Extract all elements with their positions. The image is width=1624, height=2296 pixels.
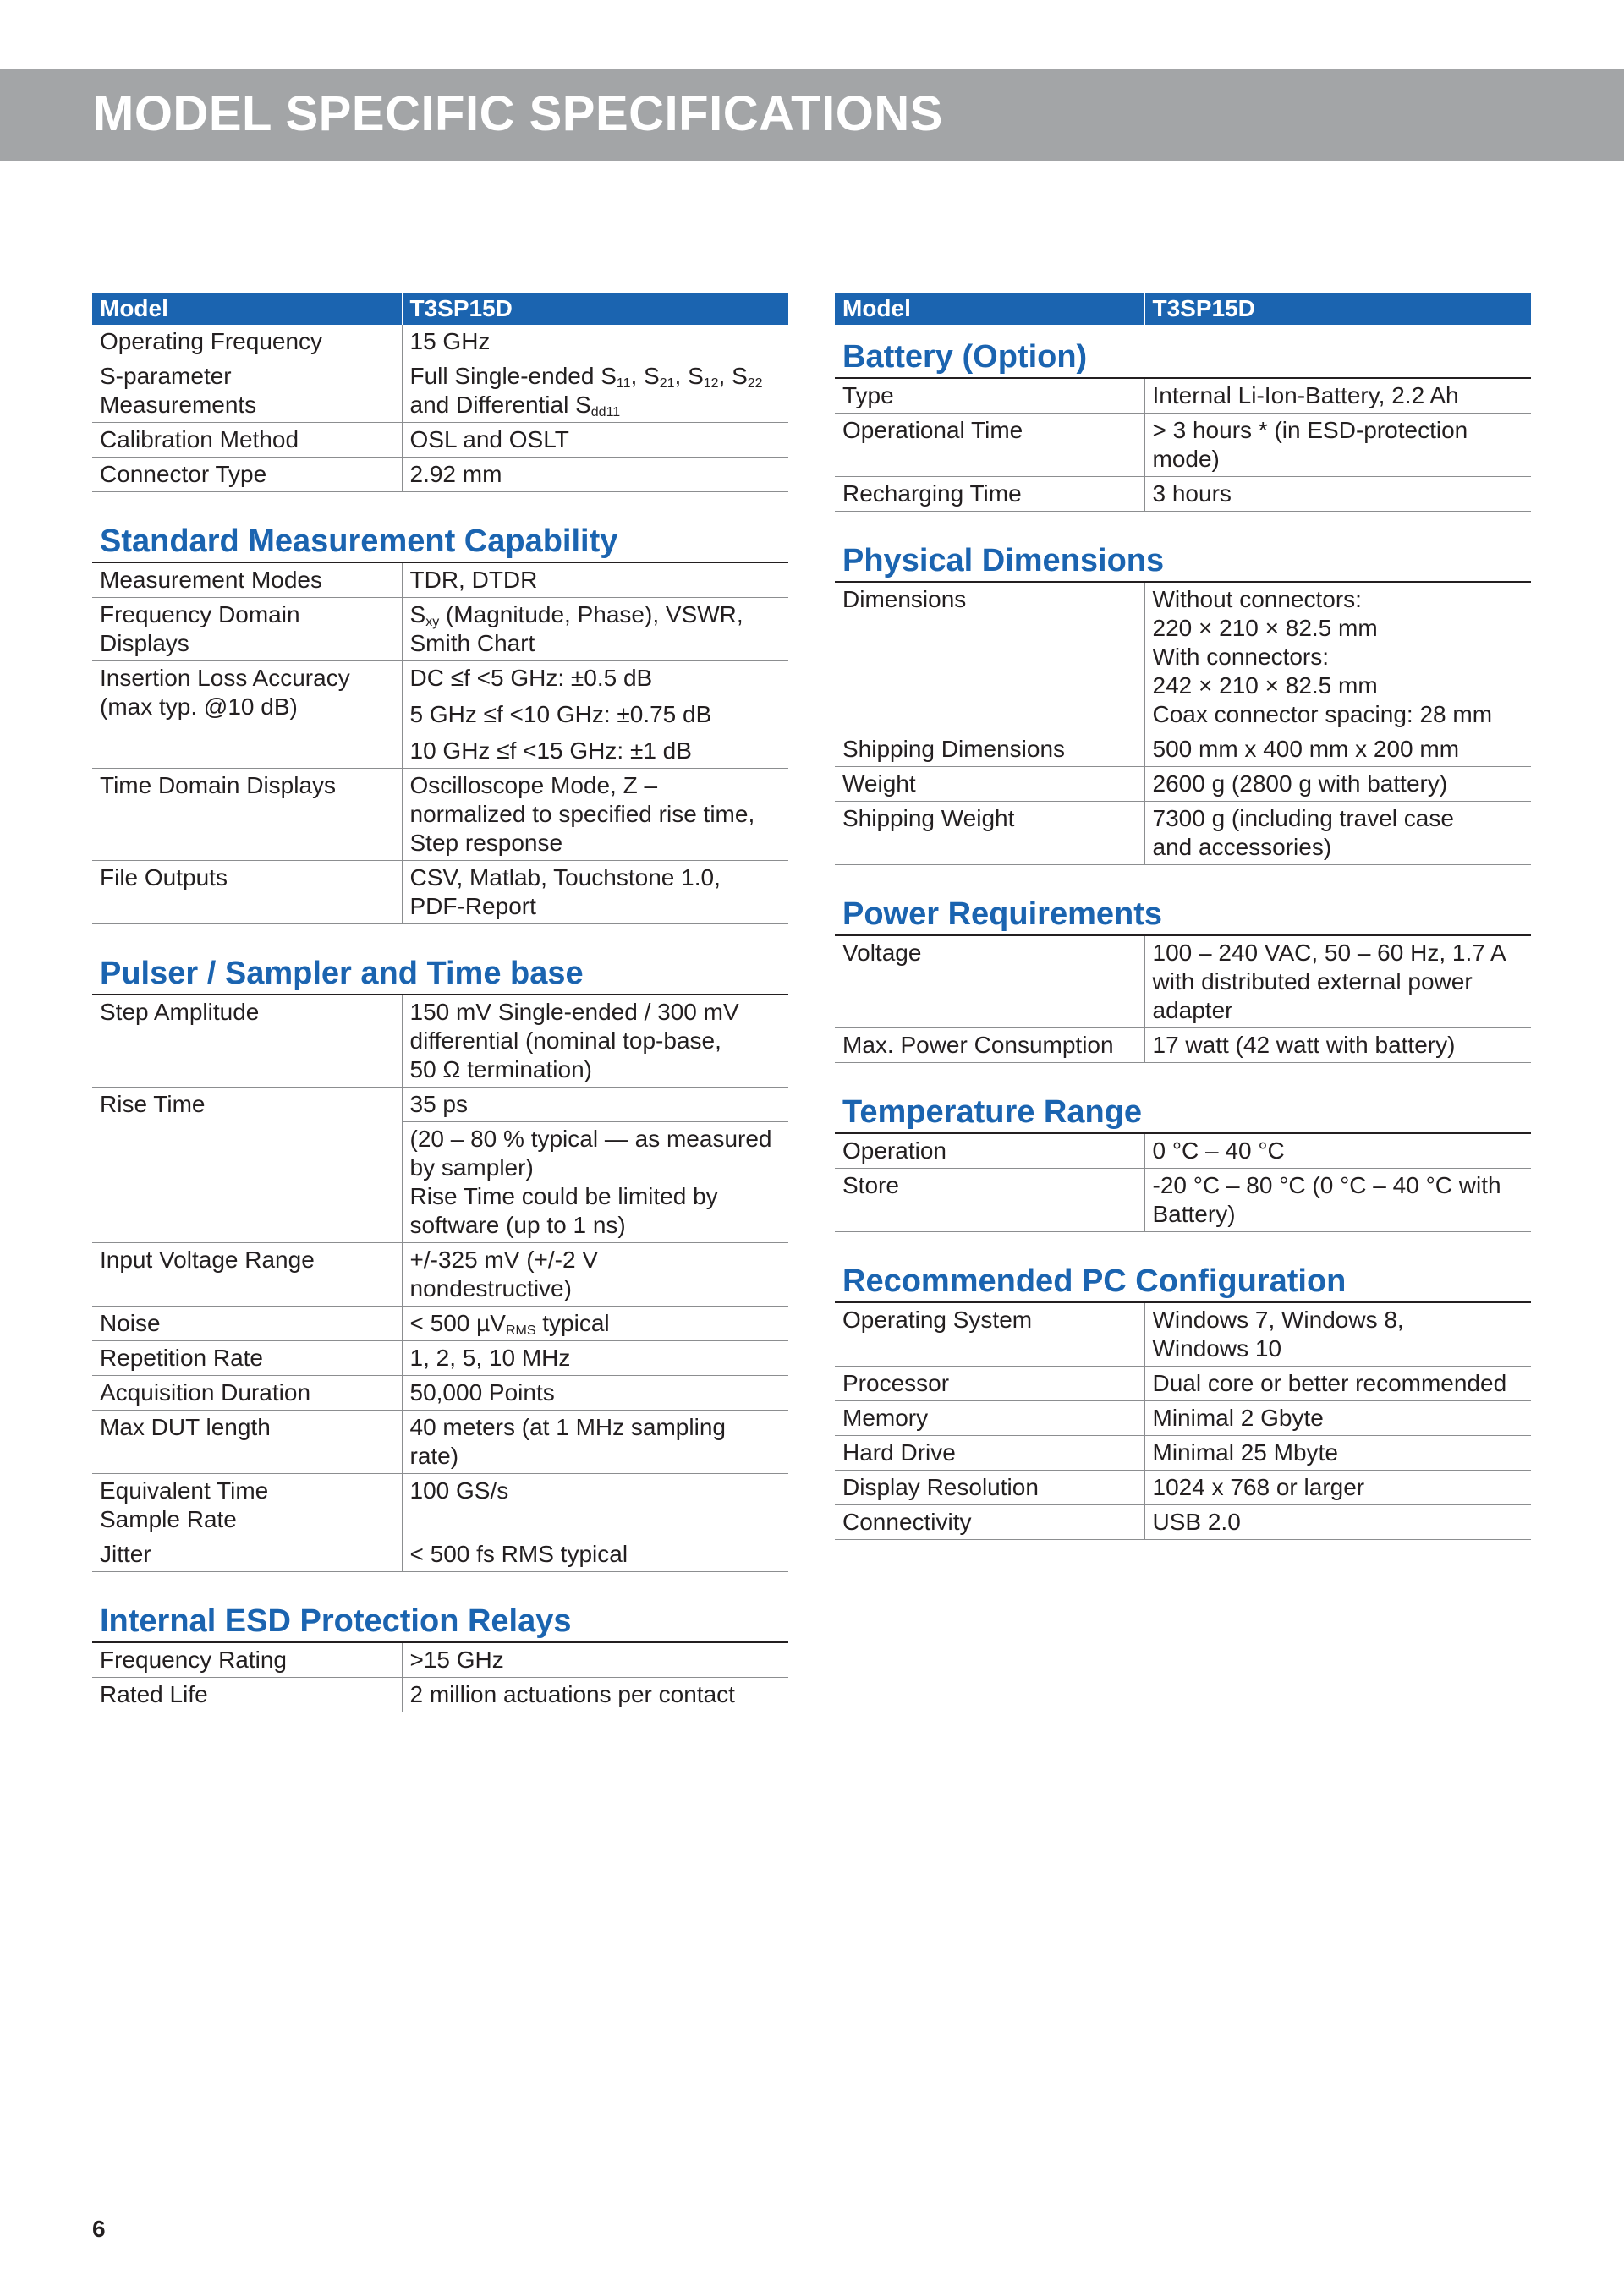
spec-value-line: nondestructive)	[409, 1275, 572, 1301]
spec-label: Input Voltage Range	[92, 1243, 402, 1307]
model-table-right	[835, 293, 1531, 325]
spec-row	[92, 598, 788, 661]
spec-value: 17 watt (42 watt with battery)	[1144, 1028, 1531, 1063]
spec-label-line: Insertion Loss Accuracy	[100, 665, 350, 691]
spec-value: < 500 fs RMS typical	[402, 1537, 788, 1572]
spec-row	[92, 861, 788, 924]
spec-row	[92, 359, 788, 423]
spec-value	[402, 1243, 788, 1307]
spec-value: USB 2.0	[1144, 1505, 1531, 1540]
spec-row	[835, 1169, 1531, 1232]
spec-label: Time Domain Displays	[92, 769, 402, 861]
spec-value-line: differential (nominal top-base,	[409, 1027, 721, 1054]
spec-value: 2 million actuations per contact	[402, 1678, 788, 1712]
spec-value: TDR, DTDR	[402, 562, 788, 598]
model-header-row	[92, 293, 788, 325]
spec-row	[835, 1028, 1531, 1063]
spec-value-line: rate)	[409, 1443, 459, 1469]
spec-row	[92, 1411, 788, 1474]
spec-value: >15 GHz	[402, 1642, 788, 1678]
spec-row	[92, 661, 788, 699]
section-title-esd: Internal ESD Protection Relays	[100, 1603, 572, 1639]
spec-value	[1144, 802, 1531, 865]
spec-value: Dual core or better recommended	[1144, 1367, 1531, 1401]
spec-label: Acquisition Duration	[92, 1376, 402, 1411]
spec-row	[835, 732, 1531, 767]
spec-row	[92, 1307, 788, 1341]
model-header-value: T3SP15D	[402, 293, 788, 325]
spec-label-line: Equivalent Time	[100, 1477, 269, 1504]
spec-value-line: 150 mV Single-ended / 300 mV	[409, 999, 739, 1025]
spec-value: Internal Li-Ion-Battery, 2.2 Ah	[1144, 378, 1531, 414]
spec-value: 2.92 mm	[402, 458, 788, 492]
spec-label: Type	[835, 378, 1144, 414]
spec-value-line: +/-325 mV (+/-2 V	[409, 1247, 599, 1273]
spec-label: Max. Power Consumption	[835, 1028, 1144, 1063]
spec-value: 1, 2, 5, 10 MHz	[402, 1341, 788, 1376]
spec-row	[92, 1642, 788, 1678]
spec-value-line: 40 meters (at 1 MHz sampling	[409, 1414, 726, 1440]
spec-row	[835, 1367, 1531, 1401]
spec-row	[92, 325, 788, 359]
section-title-power: Power Requirements	[842, 896, 1162, 932]
spec-label: Recharging Time	[835, 477, 1144, 512]
spec-value: 35 ps	[402, 1088, 788, 1122]
spec-value	[402, 598, 788, 661]
spec-value-line: > 3 hours * (in ESD-protection	[1152, 417, 1468, 443]
spec-label: Operating Frequency	[92, 325, 402, 359]
spec-value	[402, 995, 788, 1088]
spec-value-line: Step response	[409, 830, 563, 856]
spec-value-line: PDF-Report	[409, 893, 536, 919]
spec-value: OSL and OSLT	[402, 423, 788, 458]
spec-value-line: Windows 10	[1152, 1335, 1282, 1362]
pulser-table	[92, 994, 788, 1572]
model-table	[92, 293, 788, 492]
spec-row	[835, 1401, 1531, 1436]
spec-label: Display Resolution	[835, 1471, 1144, 1505]
spec-label: Processor	[835, 1367, 1144, 1401]
spec-value-line: Coax connector spacing: 28 mm	[1152, 701, 1493, 727]
spec-label: Rise Time	[92, 1088, 402, 1243]
spec-row	[835, 1436, 1531, 1471]
spec-value-line: software (up to 1 ns)	[409, 1212, 626, 1238]
spec-value-line: adapter	[1152, 997, 1233, 1023]
spec-row	[92, 1243, 788, 1307]
spec-label: Frequency Rating	[92, 1642, 402, 1678]
spec-value-line: Without connectors:	[1152, 586, 1362, 612]
model-header-label: Model	[835, 293, 1144, 325]
section-title-physical: Physical Dimensions	[842, 543, 1165, 578]
spec-value-line: Smith Chart	[409, 630, 535, 656]
spec-value-line: 7300 g (including travel case	[1152, 805, 1454, 831]
spec-value-line: Windows 7, Windows 8,	[1152, 1307, 1404, 1333]
spec-label: Hard Drive	[835, 1436, 1144, 1471]
spec-label: Rated Life	[92, 1678, 402, 1712]
spec-label: Weight	[835, 767, 1144, 802]
spec-row	[835, 935, 1531, 1028]
spec-value: Minimal 25 Mbyte	[1144, 1436, 1531, 1471]
spec-value-line: Oscilloscope Mode, Z –	[409, 772, 658, 798]
spec-value	[1144, 414, 1531, 477]
spec-label: Connectivity	[835, 1505, 1144, 1540]
spec-label-line: Frequency Domain	[100, 601, 300, 627]
temperature-table	[835, 1132, 1531, 1232]
spec-value: Minimal 2 Gbyte	[1144, 1401, 1531, 1436]
model-header-row	[835, 293, 1531, 325]
spec-value	[402, 1411, 788, 1474]
section-title-temperature: Temperature Range	[842, 1094, 1143, 1130]
power-table	[835, 934, 1531, 1063]
spec-row	[92, 1678, 788, 1712]
spec-value-line: by sampler)	[409, 1154, 534, 1181]
spec-label-line: Sample Rate	[100, 1506, 237, 1532]
spec-value: DC ≤f <5 GHz: ±0.5 dB	[409, 665, 653, 691]
spec-value-line: Full Single-ended $S_{11}$, $S_{21}$, $S_{12}$, $S_{22}$	[409, 363, 763, 391]
spec-value-line: 242 × 210 × 82.5 mm	[1152, 672, 1378, 699]
battery-table	[835, 377, 1531, 512]
spec-row	[92, 995, 788, 1088]
spec-row	[835, 1471, 1531, 1505]
spec-label-line: (max typ. @10 dB)	[100, 693, 298, 720]
spec-label	[92, 359, 402, 423]
spec-value	[1144, 1169, 1531, 1232]
left-column	[92, 293, 788, 1712]
spec-value-line: 100 – 240 VAC, 50 – 60 Hz, 1.7 A	[1152, 940, 1506, 966]
spec-label: Dimensions	[835, 582, 1144, 732]
esd-table	[92, 1641, 788, 1712]
spec-row	[92, 1088, 788, 1122]
spec-value	[402, 1122, 788, 1243]
spec-label: Repetition Rate	[92, 1341, 402, 1376]
spec-label: Calibration Method	[92, 423, 402, 458]
spec-value-line: Battery)	[1152, 1201, 1236, 1227]
spec-label: Max DUT length	[92, 1411, 402, 1474]
spec-value-line: With connectors:	[1152, 644, 1330, 670]
spec-value	[402, 861, 788, 924]
spec-value	[402, 359, 788, 423]
spec-value-line: 220 × 210 × 82.5 mm	[1152, 615, 1378, 641]
spec-row	[835, 1302, 1531, 1367]
spec-label: Noise	[92, 1307, 402, 1341]
spec-value	[1144, 935, 1531, 1028]
spec-value: 0 °C – 40 °C	[1144, 1133, 1531, 1169]
spec-row	[92, 1341, 788, 1376]
spec-label: Measurement Modes	[92, 562, 402, 598]
physical-table	[835, 581, 1531, 865]
spec-label: File Outputs	[92, 861, 402, 924]
spec-value-line: (20 – 80 % typical — as measured	[409, 1126, 772, 1152]
spec-label-line: S-parameter	[100, 363, 232, 389]
section-title-standard: Standard Measurement Capability	[100, 523, 618, 559]
page-number: 6	[92, 2216, 106, 2242]
model-header-label: Model	[92, 293, 402, 325]
spec-label: Operation	[835, 1133, 1144, 1169]
spec-value-line: Rise Time could be limited by	[409, 1183, 718, 1209]
spec-value	[402, 769, 788, 861]
spec-row	[835, 802, 1531, 865]
spec-value	[1144, 1302, 1531, 1367]
spec-label: Shipping Weight	[835, 802, 1144, 865]
spec-row	[92, 458, 788, 492]
spec-row	[835, 767, 1531, 802]
spec-label: Voltage	[835, 935, 1144, 1028]
spec-value: 1024 x 768 or larger	[1144, 1471, 1531, 1505]
spec-value-line: and accessories)	[1152, 834, 1332, 860]
spec-row	[835, 1133, 1531, 1169]
section-title-pulser: Pulser / Sampler and Time base	[100, 956, 584, 991]
spec-label: Store	[835, 1169, 1144, 1232]
spec-row	[92, 1474, 788, 1537]
section-title-pc: Recommended PC Configuration	[842, 1263, 1347, 1299]
spec-row	[835, 1505, 1531, 1540]
spec-value: 3 hours	[1144, 477, 1531, 512]
spec-row	[835, 477, 1531, 512]
spec-row	[835, 582, 1531, 732]
spec-label	[92, 1474, 402, 1537]
spec-value: < 500 µV$_{RMS}$ typical	[402, 1307, 788, 1341]
spec-label-line: Displays	[100, 630, 189, 656]
spec-value-line: with distributed external power	[1152, 968, 1473, 995]
spec-row	[92, 769, 788, 861]
spec-value-line: CSV, Matlab, Touchstone 1.0,	[409, 864, 721, 890]
spec-row	[92, 423, 788, 458]
spec-value-line: 50 Ω termination)	[409, 1056, 592, 1082]
spec-value-line: and Differential $S_{dd11}$	[409, 392, 621, 419]
section-title-battery: Battery (Option)	[842, 339, 1088, 375]
spec-label: Shipping Dimensions	[835, 732, 1144, 767]
spec-label: Connector Type	[92, 458, 402, 492]
spec-value-line: $S_{xy}$ (Magnitude, Phase), VSWR,	[409, 601, 743, 629]
pc-table	[835, 1301, 1531, 1540]
spec-row	[92, 1537, 788, 1572]
spec-row	[835, 414, 1531, 477]
spec-label: Jitter	[92, 1537, 402, 1572]
spec-value-line: normalized to specified rise time,	[409, 801, 755, 827]
spec-value: 500 mm x 400 mm x 200 mm	[1144, 732, 1531, 767]
spec-label: Operational Time	[835, 414, 1144, 477]
spec-label: Operating System	[835, 1302, 1144, 1367]
spec-value: 2600 g (2800 g with battery)	[1144, 767, 1531, 802]
spec-value-line: mode)	[1152, 446, 1220, 472]
spec-label-line: Measurements	[100, 392, 257, 418]
spec-row	[835, 378, 1531, 414]
page-title: MODEL SPECIFIC SPECIFICATIONS	[93, 86, 943, 141]
model-header-value: T3SP15D	[1144, 293, 1531, 325]
spec-label	[92, 598, 402, 661]
title-banner	[0, 69, 1624, 161]
spec-label: Step Amplitude	[92, 995, 402, 1088]
spec-value: 50,000 Points	[402, 1376, 788, 1411]
spec-value: 100 GS/s	[402, 1474, 788, 1537]
spec-value-line: -20 °C – 80 °C (0 °C – 40 °C with	[1152, 1172, 1501, 1198]
spec-value: 15 GHz	[402, 325, 788, 359]
spec-row	[92, 1376, 788, 1411]
right-column	[835, 293, 1531, 1540]
spec-row	[92, 562, 788, 598]
standard-table	[92, 562, 788, 924]
spec-value: 10 GHz ≤f <15 GHz: ±1 dB	[402, 734, 788, 769]
spec-label	[92, 661, 402, 769]
spec-label: Memory	[835, 1401, 1144, 1436]
spec-value: 5 GHz ≤f <10 GHz: ±0.75 dB	[409, 701, 712, 727]
spec-value	[1144, 582, 1531, 732]
